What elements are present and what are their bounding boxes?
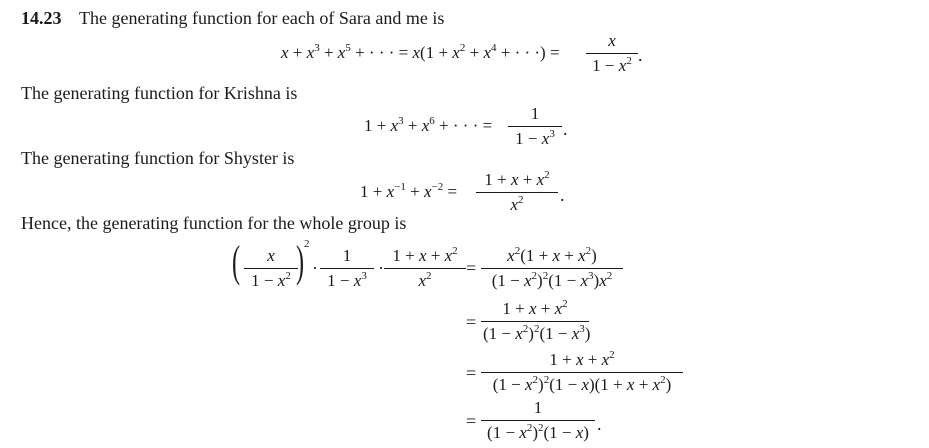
dot-operator: · xyxy=(378,258,384,278)
period: . xyxy=(638,45,643,65)
left-paren: ( xyxy=(232,237,241,286)
equation-shyster: $1 + x^{-1} + x^{-2}$ = xyxy=(360,181,458,201)
fraction-step-1: $\frac{x^2(1 + x + x^2)}{(1 - x^2)^2(1 - x^3)x^2}$ xyxy=(481,246,623,291)
krishna-intro: The generating function for Krishna is xyxy=(21,83,298,103)
period: . xyxy=(563,119,568,139)
equals-1: = xyxy=(466,258,477,278)
right-paren: ) xyxy=(296,237,305,286)
group-intro: Hence, the generating function for the whole group is xyxy=(21,213,407,233)
shyster-intro: The generating function for Shyster is xyxy=(21,148,295,168)
equals-4: = xyxy=(466,411,477,431)
fraction-krishna: $\frac{1}{1 - x^3}$ xyxy=(508,104,562,149)
dot-operator: · xyxy=(312,258,318,278)
equation-sara: $x + x^3 + x^5$ + · · · = $x(1 + x^2 + x^4$ + · · ·) = xyxy=(281,42,560,62)
square-exponent: 2 xyxy=(304,238,310,250)
intro-text: The generating function for each of Sara and me is xyxy=(79,8,445,28)
period: . xyxy=(560,185,565,205)
equals-2: = xyxy=(466,312,477,332)
period: . xyxy=(597,414,602,434)
fraction-sara: $\frac{x}{1 - x^2}$ xyxy=(586,31,638,76)
fraction-step-2: $\frac{1 + x + x^2}{(1 - x^2)^2(1 - x^3)}$ xyxy=(483,298,591,343)
fraction-group-x: $\frac{x}{1 - x^2}$ xyxy=(244,246,298,291)
problem-number: 14.23 xyxy=(21,8,62,28)
fraction-shyster: $\frac{1 + x + x^2}{x^2}$ xyxy=(476,170,558,215)
fraction-group-krishna: $\frac{1}{1 - x^3}$ xyxy=(320,246,374,291)
equals-3: = xyxy=(466,363,477,383)
equation-krishna: $1 + x^3 + x^6$ + · · · = xyxy=(364,115,493,135)
fraction-step-3: $\frac{1 + x + x^2}{(1 - x^2)^2(1 - x)(1 + x + x^2)}$ xyxy=(481,350,683,395)
fraction-step-4: $\frac{1}{(1 - x^2)^2(1 - x)}$ xyxy=(481,398,595,443)
fraction-group-shyster: $\frac{1 + x + x^2}{x^2}$ xyxy=(384,246,466,291)
